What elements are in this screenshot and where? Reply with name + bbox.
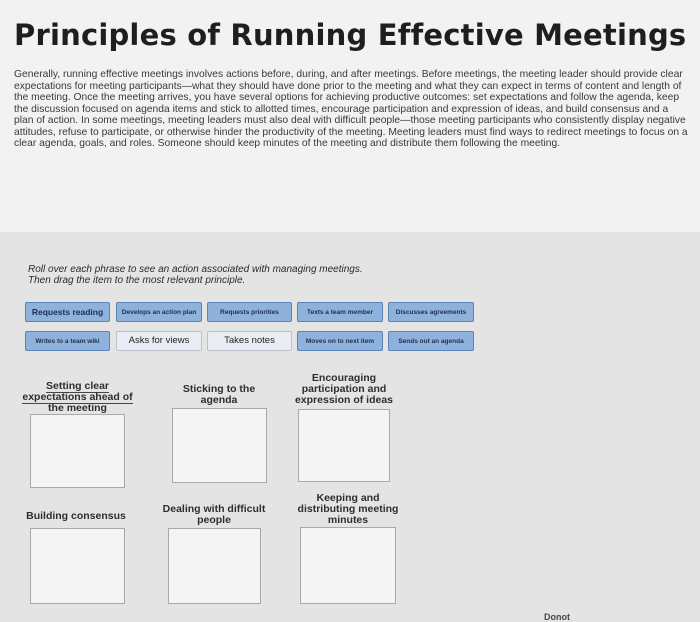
drag-item-requests-reading[interactable]: Requests reading (25, 302, 110, 322)
drag-item-requests-priorities[interactable]: Requests priorities (207, 302, 292, 322)
drag-item-discusses-agreements[interactable]: Discusses agreements (388, 302, 474, 322)
principle-label-text: Setting clear expectations ahead of the meeting (22, 380, 133, 414)
instruction-line-2: Then drag the item to the most relevant principle. (28, 275, 246, 286)
principle-label-encouraging-participation: Encouraging participation and expression of ideas (294, 372, 394, 406)
drop-zone-building-consensus[interactable] (30, 528, 125, 604)
drop-zone-sticking-agenda[interactable] (172, 408, 267, 483)
page-title: Principles of Running Effective Meetings (14, 18, 687, 52)
drop-zone-keeping-minutes[interactable] (300, 527, 396, 604)
principle-label-building-consensus: Building consensus (26, 510, 126, 522)
drop-zone-setting-expectations[interactable] (30, 414, 125, 488)
drag-item-asks-for-views[interactable]: Asks for views (116, 331, 202, 351)
drop-zone-dealing-difficult-people[interactable] (168, 528, 261, 604)
drag-item-moves-on-next-item[interactable]: Moves on to next item (297, 331, 383, 351)
intro-panel (0, 0, 700, 232)
principle-label-dealing-difficult-people: Dealing with difficult people (162, 503, 266, 526)
instructions (28, 264, 363, 286)
drag-item-writes-team-wiki[interactable]: Writes to a team wiki (25, 331, 110, 351)
drag-item-develops-action-plan[interactable]: Develops an action plan (116, 302, 202, 322)
principle-label-keeping-minutes: Keeping and distributing meeting minutes (297, 492, 399, 526)
instruction-line-1: Roll over each phrase to see an action associated with managing meetings. (28, 264, 363, 275)
drag-item-texts-team-member[interactable]: Texts a team member (297, 302, 383, 322)
drag-item-sends-out-agenda[interactable]: Sends out an agenda (388, 331, 474, 351)
cut-off-text: Donot (544, 612, 570, 622)
principle-label-sticking-agenda: Sticking to the agenda (182, 383, 256, 406)
intro-paragraph: Generally, running effective meetings involves actions before, during, and after meetings. Before meetings, the meeting leader should provide clear expectations for meeting participants—what they should have done prior to the meeting and what they can expect in terms of content and length of the meeting. Once the meeting arrives, you have several options for achieving productive outcomes: set expectations and follow the agenda, keep the discussion focused on agenda items and stick to allotted times, encourage participation and expression of ideas, and build consensus and a plan of action. In some meetings, meeting leaders must also deal with difficult people—those meeting participants who consistently display negative attitudes, refuse to participate, or otherwise hinder the productivity of the meeting. Meeting leaders must find ways to redirect meetings to focus on a clear agenda, goals, and roles. Someone should keep minutes of the meeting and distribute them following the meeting. (14, 69, 688, 149)
drop-zone-encouraging-participation[interactable] (298, 409, 390, 482)
principle-label-setting-expectations (20, 381, 135, 414)
drag-item-takes-notes[interactable]: Takes notes (207, 331, 292, 351)
